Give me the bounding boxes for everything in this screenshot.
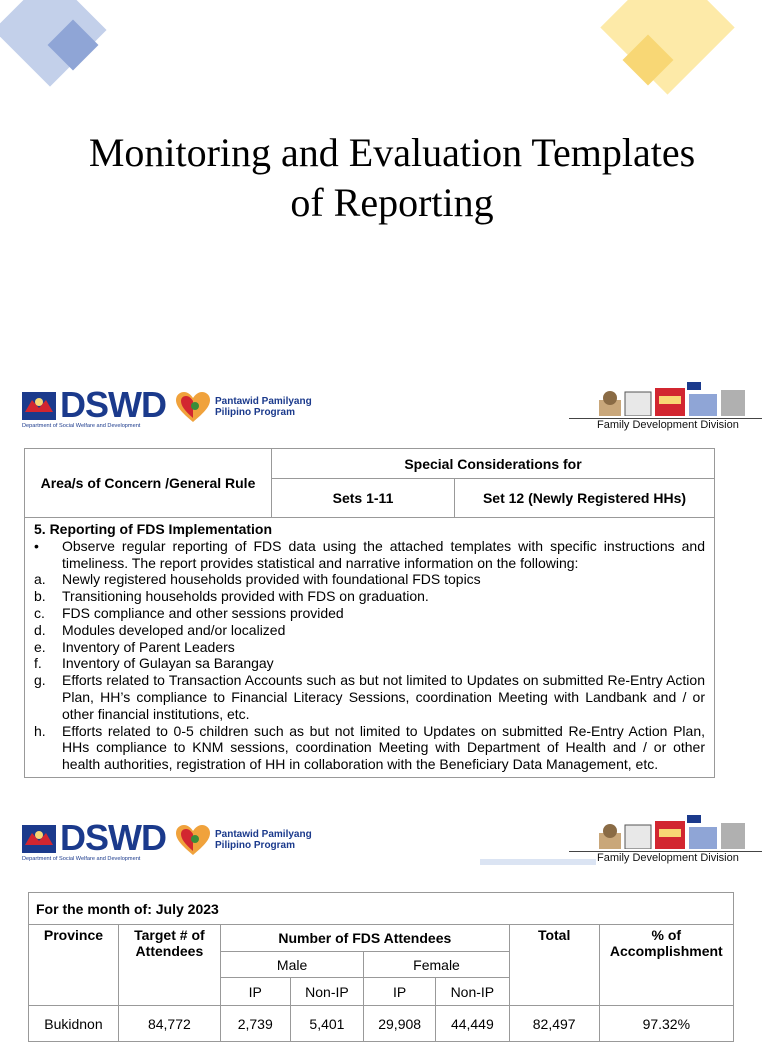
male-ip-header: IP [220,978,290,1006]
female-header: Female [364,952,509,978]
col-area-header: Area/s of Concern /General Rule [25,449,272,518]
considerations-table [24,448,715,778]
dswd-logo-text: DSWD [60,817,166,858]
dswd-subtitle: Department of Social Welfare and Development [22,856,141,862]
col-sets-header: Sets 1-11 [272,479,455,518]
cell-target: 84,772 [118,1006,220,1042]
pantawid-line2: Pilipino Program [215,840,296,851]
list-text: Inventory of Gulayan sa Barangay [62,655,274,672]
page-title-line1: Monitoring and Evaluation Templates [88,130,696,175]
female-nonip-header: Non-IP [436,978,510,1006]
list-text: Efforts related to Transaction Accounts such as but not limited to Updates on submitted Re-Entry Action Plan, HH’s compliance to Financial Literacy Sessions, coordination Meeting with Landbank and / or other financial institutions, etc. [62,672,705,722]
list-item [34,639,705,656]
col-total-header: Total [509,925,599,1006]
list-item [34,655,705,672]
division-label: Family Development Division [597,419,739,431]
pantawid-line2: Pilipino Program [215,407,296,418]
town-illustration-icon [595,815,755,849]
logo-header-1 [20,384,760,438]
list-text: FDS compliance and other sessions provided [62,604,344,621]
list-item [34,588,705,605]
col-province-header: Province [29,925,119,1006]
page-title [0,128,768,228]
section-body [25,518,715,778]
col-attendees-header: Number of FDS Attendees [220,925,509,952]
list-mark: a. [34,571,46,588]
cell-female-ip: 29,908 [364,1006,436,1042]
list-mark: e. [34,638,46,655]
list-text: Transitioning households provided with FDS on graduation. [62,588,429,605]
list-mark: d. [34,621,46,638]
male-header: Male [220,952,363,978]
cell-male-nonip: 5,401 [290,1006,364,1042]
male-nonip-header: Non-IP [290,978,364,1006]
list-item [34,571,705,588]
cell-male-ip: 2,739 [220,1006,290,1042]
dswd-emblem-icon [22,392,56,420]
cell-pct: 97.32% [599,1006,733,1042]
dswd-subtitle: Department of Social Welfare and Development [22,423,141,429]
list-text: Efforts related to 0-5 children such as but not limited to Updates on submitted Re-Entry Action Plan, HHs compliance to KNM sessions, coordination Meeting with Department of Health and / or other health authorities, registration of HH in collaboration with the Beneficiary Data Management, etc. [62,722,705,773]
pantawid-line1: Pantawid Pamilyang [215,829,312,840]
page-title-line2: of Reporting [290,180,494,225]
decor-diamond-yellow-large [600,0,734,95]
female-ip-header: IP [364,978,436,1006]
logo-header-2 [20,817,760,871]
cell-total: 82,497 [509,1006,599,1042]
dswd-logo-text: DSWD [60,384,166,425]
list-text: Inventory of Parent Leaders [62,638,235,655]
cell-province: Bukidnon [29,1006,119,1042]
list-text: Modules developed and/or localized [62,621,286,638]
pantawid-logo-text [215,396,312,418]
bullet-text: Observe regular reporting of FDS data using the attached templates with specific instructions and timeliness. The report provides statistical and narrative information on the following: [62,537,705,571]
decor-strip [480,859,596,865]
pantawid-logo-text [215,829,312,851]
month-label: For the month of: July 2023 [29,893,734,925]
pantawid-line1: Pantawid Pamilyang [215,396,312,407]
col-special-header: Special Considerations for [272,449,715,479]
town-illustration-icon [595,382,755,416]
list-item [34,723,705,773]
cell-female-nonip: 44,449 [436,1006,510,1042]
section-title: 5. Reporting of FDS Implementation [34,521,273,537]
pantawid-heart-icon [175,825,211,857]
list-mark: h. [34,722,46,739]
list-mark: c. [34,604,45,621]
bullet-item [34,538,705,572]
list-item [34,605,705,622]
dswd-emblem-icon [22,825,56,853]
bullet-mark: • [34,537,39,554]
division-label: Family Development Division [597,852,739,864]
attendance-table [28,892,734,1042]
col-target-header: Target # of Attendees [118,925,220,1006]
pantawid-heart-icon [175,392,211,424]
list-item [34,672,705,722]
list-item [34,622,705,639]
list-mark: b. [34,588,46,605]
list-mark: f. [34,655,42,672]
col-set12-header: Set 12 (Newly Registered HHs) [455,479,715,518]
list-text: Newly registered households provided with foundational FDS topics [62,571,481,588]
list-mark: g. [34,672,46,689]
col-pct-header: % of Accomplishment [599,925,733,1006]
